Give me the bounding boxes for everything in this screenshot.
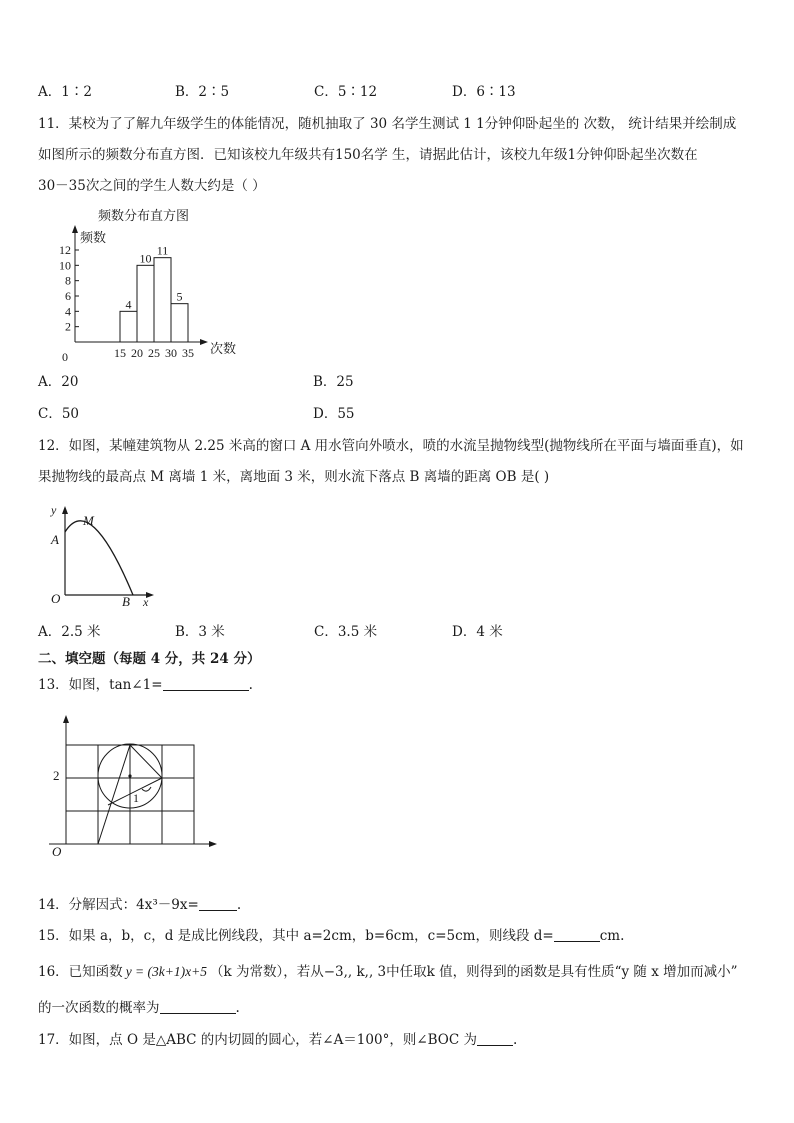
q14-answer-blank [199,896,237,911]
q13-end: . [248,677,253,693]
parabola-point-b: B [122,594,130,609]
y-tick-label-10: 10 [59,258,71,273]
histogram-y-arrow [72,225,78,233]
bar-data-label-30-35: 5 [176,289,183,304]
grid-y-arrow [63,715,69,723]
y-tick-label-4: 4 [65,304,71,319]
q17-question [38,1031,517,1049]
q12-line1: 12．如图，某幢建筑物从 2.25 米高的窗口 A 用水管向外喷水，喷的水流呈抛物线型(抛物线所在平面与墙面垂直)，如 [38,438,744,454]
q16-function: y = (3k+1)x+5 [125,964,207,979]
q14-end: . [236,897,242,913]
q15-question [38,927,624,945]
y-tick-label-6: 6 [65,289,71,303]
q12-line2: 果抛物线的最高点 M 离墙 1 米，离地面 3 米，则水流下落点 B 离墙的距离 OB 是( ) [38,469,550,485]
chord-line-3 [130,745,162,778]
q16-rest: （k 为常数），若从−3,, k,, 3中任取k 值，则得到的函数是具有性质“y 随 x 增加而减小” [209,964,738,980]
grid-label-origin: O [52,844,62,859]
x-tick-label-20: 20 [131,346,143,360]
q10-option-c: C．5∶12 [314,84,378,100]
histogram-bar-15-20 [120,311,137,342]
q11-line1: 11．某校为了了解九年级学生的体能情况，随机抽取了 30 名学生测试 1 1分钟仰卧起坐的 次数， 统计结果并绘制成 [38,116,737,132]
histogram-title: 频数分布直方图 [98,208,190,223]
frequency-histogram [40,205,260,365]
q10-option-d: D．6∶13 [452,84,516,100]
parabola-point-a: A [51,532,59,547]
q15-end: cm. [599,928,625,944]
histogram-y-label: 频数 [80,230,107,245]
q11-option-b: B．25 [313,374,354,390]
y-tick-label-2: 2 [65,319,71,334]
angle-label-one: 1 [133,791,139,805]
q12-option-a: A．2.5 米 [38,624,101,640]
histogram-bar-25-30 [154,258,171,342]
q12-option-d: D．4 米 [452,624,503,640]
histogram-bar-20-25 [137,265,154,342]
q17-answer-blank [477,1031,513,1046]
x-tick-label-15: 15 [114,346,126,360]
section-title: 二、填空题（每题 4 分，共 24 分） [38,651,261,667]
parabola-x-label: x [143,595,149,609]
q12-option-c: C．3.5 米 [314,624,378,640]
parabola-curve [65,521,133,595]
parabola-figure [45,502,165,612]
q11-option-d: D．55 [313,406,355,422]
grid-x-arrow [209,841,217,847]
parabola-point-m: M [83,513,94,528]
x-tick-label-35: 35 [182,346,194,360]
y-tick-label-8: 8 [65,273,71,288]
q13-answer-blank [163,676,249,691]
q14-text: 14．分解因式：4x³－9x= [38,897,199,913]
q10-option-b: B．2∶5 [175,84,230,100]
q17-text: 17．如图，点 O 是△ABC 的内切圆的圆心，若∠A＝100°，则∠BOC 为 [38,1032,477,1048]
q12-option-b: B．3 米 [175,624,225,640]
q14-question [38,896,241,914]
q11-line2: 如图所示的频数分布直方图．已知该校九年级共有150名学 生，请据此估计，该校九年级1分钟仰卧起坐次数在 [38,147,698,163]
grid-label-two: 2 [53,768,60,783]
histogram-bar-30-35 [171,304,188,342]
q15-answer-blank [554,927,600,942]
q16-prefix: 16．已知函数 [38,964,123,980]
histogram-x-label: 次数 [210,341,237,356]
grid-circle-figure [45,710,225,860]
q16-line2-text: 的一次函数的概率为 [38,1000,160,1016]
parabola-point-o: O [51,591,61,606]
q16-answer-blank [160,999,236,1014]
q11-line3: 30－35次之间的学生人数大约是（ ） [38,178,266,194]
y-tick-label-12: 12 [59,243,71,257]
q13-text: 13．如图，tan∠1= [38,677,163,693]
q16-line2 [38,999,240,1017]
q11-option-a: A．20 [38,374,79,390]
q13-question [38,676,253,694]
bar-data-label-25-30: 11 [156,243,169,258]
q17-end: . [513,1032,518,1048]
parabola-y-label: y [51,503,57,517]
q10-option-a: A．1∶2 [38,84,92,100]
histogram-x-arrow [200,339,208,345]
parabola-y-arrow [62,506,68,514]
q16-end: . [235,1000,240,1016]
q16-line1 [38,963,738,981]
x-tick-label-30: 30 [165,346,177,360]
circle-center-dot [128,774,131,777]
x-tick-label-25: 25 [148,346,160,360]
bar-data-label-15-20: 4 [125,297,132,312]
q15-text: 15．如果 a，b，c，d 是成比例线段，其中 a=2cm，b=6cm，c=5cm，则线段 d= [38,928,554,944]
bar-data-label-20-25: 10 [139,251,152,266]
histogram-origin-label: 0 [62,350,68,364]
q11-option-c: C．50 [38,406,80,422]
